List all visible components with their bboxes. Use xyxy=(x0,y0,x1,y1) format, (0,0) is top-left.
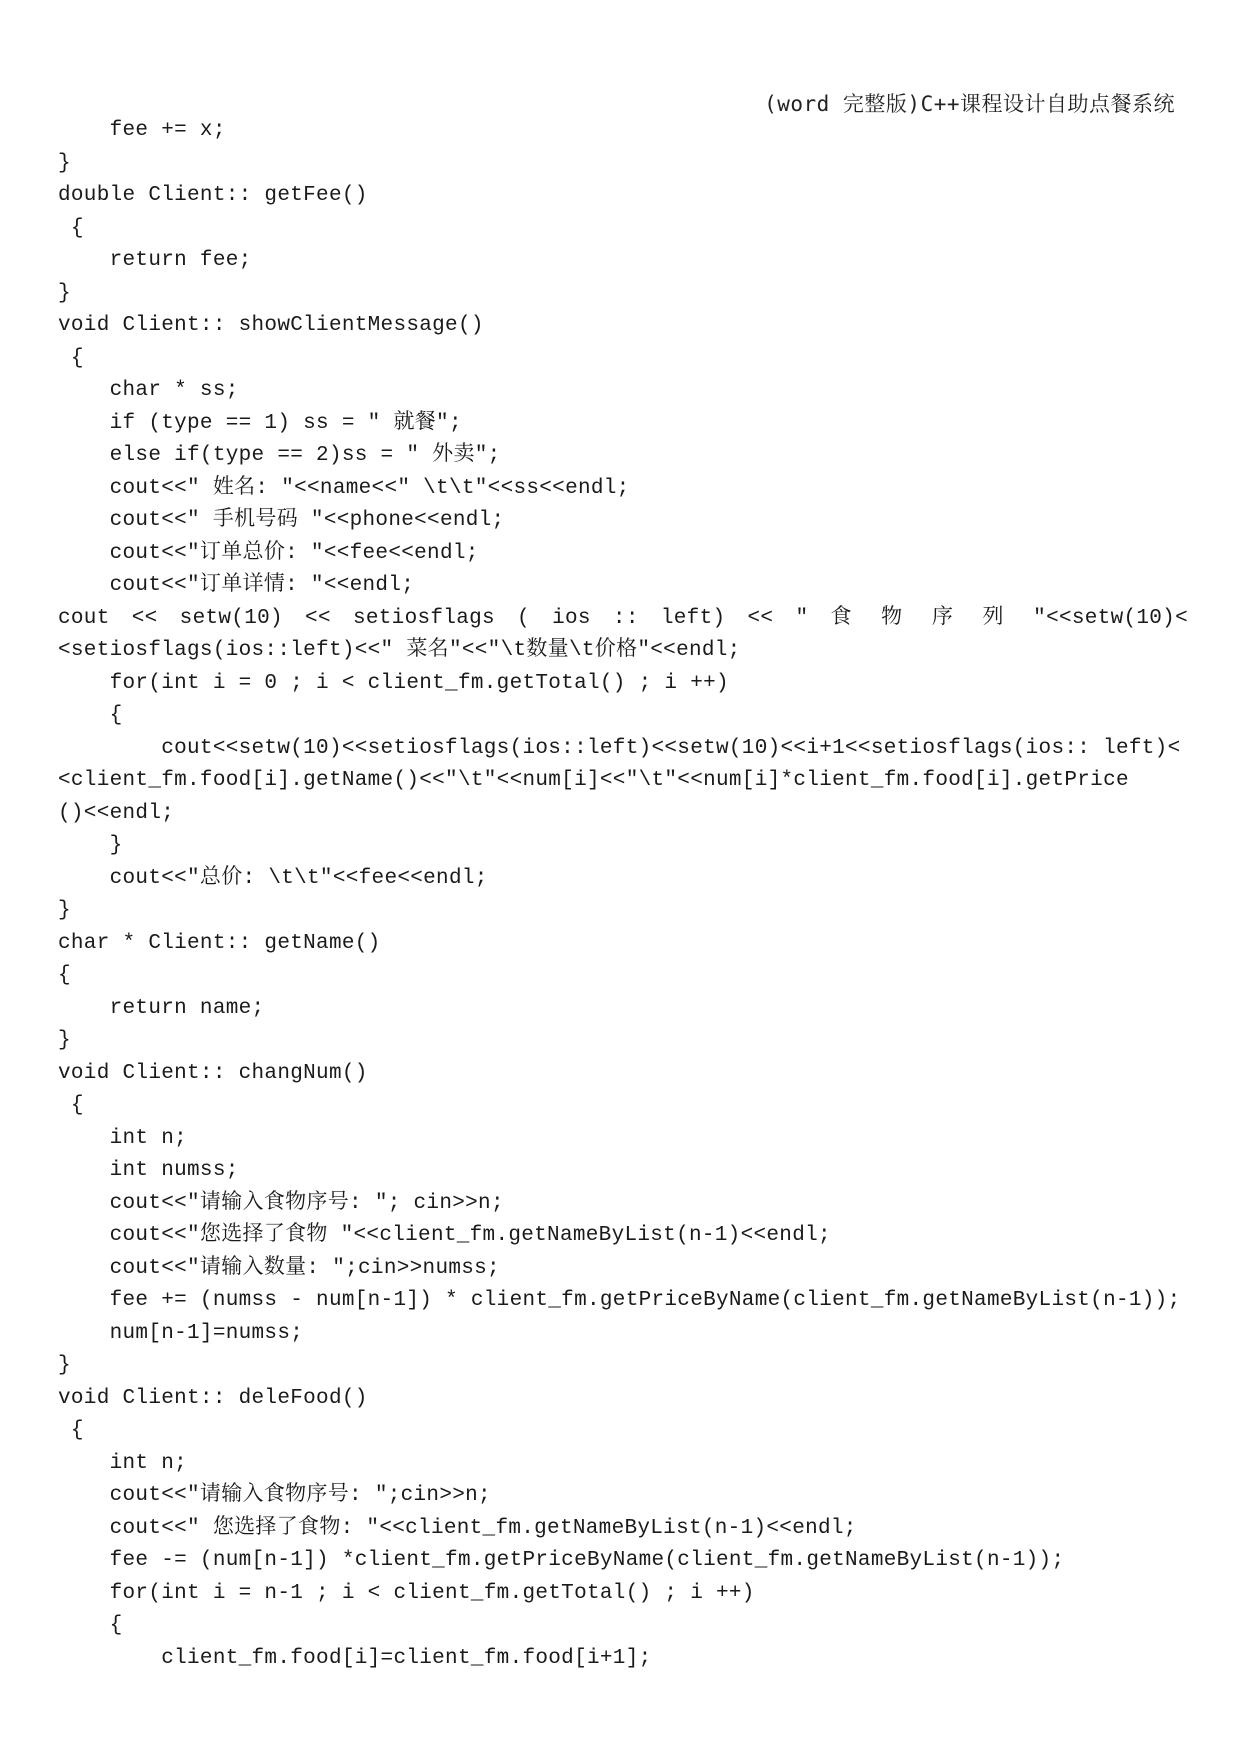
code-line: if (type == 1) ss = " 就餐"; xyxy=(58,411,462,435)
code-line: return fee; xyxy=(58,249,252,272)
code-line: void Client:: changNum() xyxy=(58,1061,368,1085)
code-line: } xyxy=(58,281,71,305)
code-line: int numss; xyxy=(58,1159,239,1182)
code-line: { xyxy=(58,964,71,987)
code-line: } xyxy=(58,834,123,857)
code-line: cout<<" 手机号码 "<<phone<<endl; xyxy=(58,509,505,532)
code-line: { xyxy=(58,1614,123,1637)
code-line: fee += (numss - num[n-1]) * client_fm.getPriceByName(client_fm.getNameByList(n-1)); xyxy=(58,1289,1181,1312)
code-line: { xyxy=(58,346,84,370)
code-line: cout<<"请输入食物序号: "; cin>>n; xyxy=(58,1191,504,1215)
code-line: } xyxy=(58,151,71,175)
code-line: num[n-1]=numss; xyxy=(58,1321,304,1345)
code-line: } xyxy=(58,1354,71,1377)
code-line: } xyxy=(58,1029,71,1052)
code-line: void Client:: deleFood() xyxy=(58,1386,368,1410)
code-line: ()<<endl; xyxy=(58,801,175,825)
code-line: } xyxy=(58,899,71,922)
code-line: double Client:: getFee() xyxy=(58,184,368,207)
code-line: void Client:: showClientMessage() xyxy=(58,314,484,337)
code-line: cout<<"订单详情: "<<endl; xyxy=(58,574,415,597)
code-line: char * Client:: getName() xyxy=(58,931,381,955)
code-listing xyxy=(58,115,1188,1675)
code-line: fee += x; xyxy=(58,119,226,142)
code-line: int n; xyxy=(58,1451,188,1475)
code-line: for(int i = n-1 ; i < client_fm.getTotal() ; i ++) xyxy=(58,1581,755,1605)
code-line: { xyxy=(58,1094,84,1117)
code-line: cout<<"订单总价: "<<fee<<endl; xyxy=(58,541,479,565)
code-line: int n; xyxy=(58,1126,188,1150)
code-line: else if(type == 2)ss = " 外卖"; xyxy=(58,444,501,467)
code-line: cout<<"您选择了食物 "<<client_fm.getNameByList(n-1)<<endl; xyxy=(58,1224,831,1247)
code-line: client_fm.food[i]=client_fm.food[i+1]; xyxy=(58,1646,652,1670)
code-line: cout<<" 姓名: "<<name<<" \t\t"<<ss<<endl; xyxy=(58,476,630,500)
code-line: cout << setw(10) << setiosflags ( ios :: left) << " 食 物 序 列 "<<setw(10)< xyxy=(58,606,1188,630)
code-line: cout<<setw(10)<<setiosflags(ios::left)<<setw(10)<<i+1<<setiosflags(ios:: left)< xyxy=(58,736,1181,760)
page-header-title: (word 完整版)C++课程设计自助点餐系统 xyxy=(764,92,1175,116)
code-line: return name; xyxy=(58,996,265,1020)
code-line: { xyxy=(58,216,84,240)
code-line: cout<<" 您选择了食物: "<<client_fm.getNameByList(n-1)<<endl; xyxy=(58,1516,857,1540)
code-line: cout<<"总价: \t\t"<<fee<<endl; xyxy=(58,866,488,890)
code-line: { xyxy=(58,704,123,727)
code-line: fee -= (num[n-1]) *client_fm.getPriceByName(client_fm.getNameByList(n-1)); xyxy=(58,1549,1065,1572)
code-line: cout<<"请输入数量: ";cin>>numss; xyxy=(58,1256,500,1280)
code-line: for(int i = 0 ; i < client_fm.getTotal() ; i ++) xyxy=(58,671,729,695)
code-line: <setiosflags(ios::left)<<" 菜名"<<"\t数量\t价格"<<endl; xyxy=(58,639,741,662)
code-line: cout<<"请输入食物序号: ";cin>>n; xyxy=(58,1484,491,1507)
code-line: char * ss; xyxy=(58,379,239,402)
code-line: { xyxy=(58,1419,84,1442)
code-line: <client_fm.food[i].getName()<<"\t"<<num[i]<<"\t"<<num[i]*client_fm.food[i].getPrice xyxy=(58,769,1129,792)
